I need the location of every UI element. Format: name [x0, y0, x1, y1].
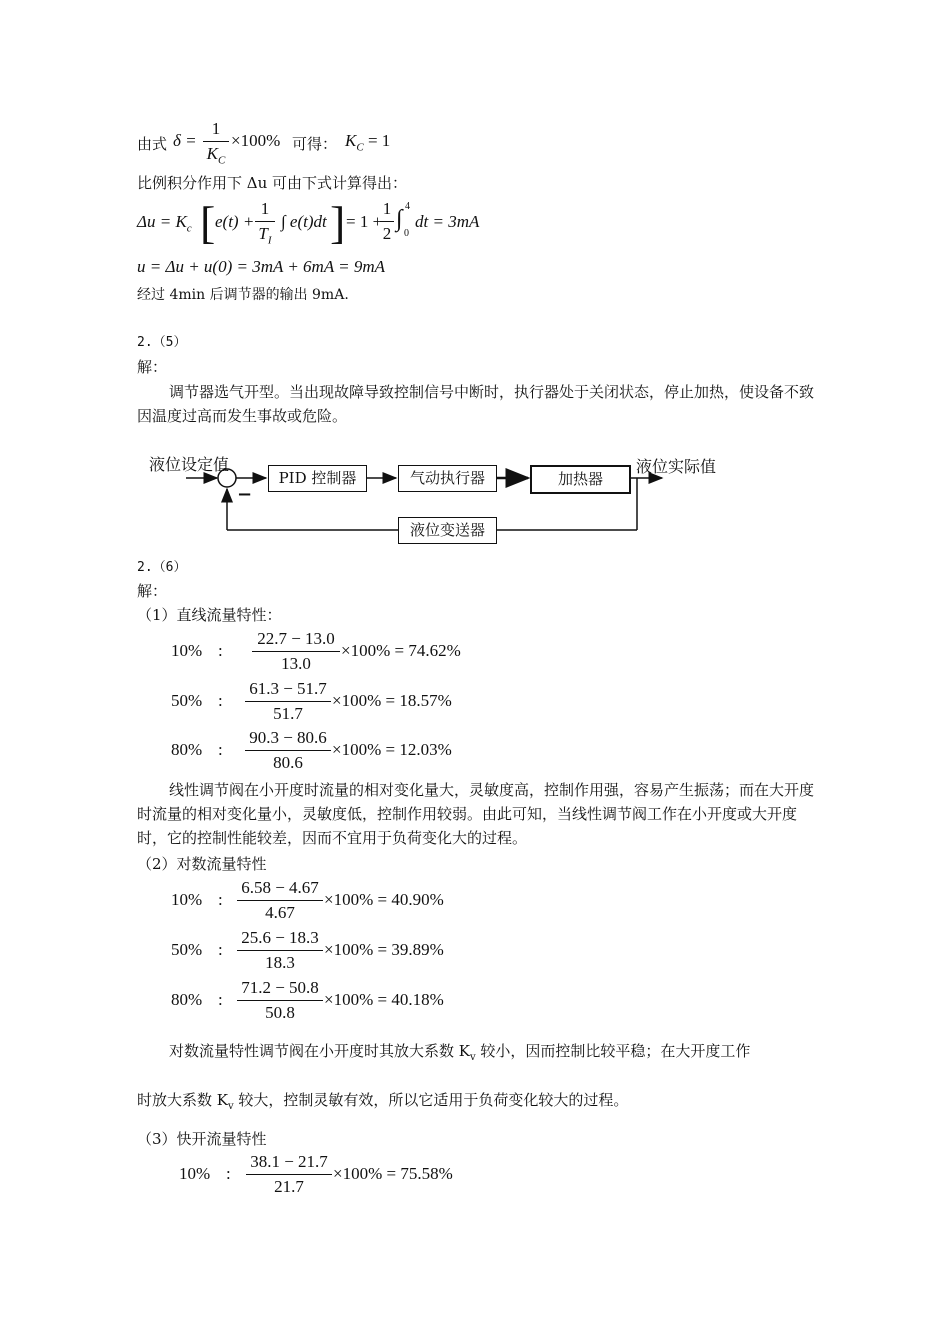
pct-label: 10%: [179, 1164, 211, 1183]
half-den: 2: [382, 224, 392, 243]
result: ×100% = 12.03%: [332, 740, 452, 759]
frac-num: 22.7 − 13.0: [257, 629, 335, 648]
bracket-left: [: [200, 197, 216, 248]
text-tail: 较小，因而控制比较平稳；在大开度工作: [475, 1042, 751, 1060]
text-prefix: 由式: [137, 135, 168, 153]
colon: :: [218, 990, 223, 1009]
kc-sub: C: [356, 141, 364, 154]
int-upper: 4: [405, 201, 410, 212]
du-rhs2: dt = 3mA: [415, 212, 480, 231]
frac-num: 61.3 − 51.7: [249, 679, 327, 698]
frac-den: K: [206, 144, 218, 163]
du-intro-text: 比例积分作用下 Δu 可由下式计算得出：: [137, 174, 408, 192]
result: ×100% = 18.57%: [332, 691, 452, 710]
colon: :: [218, 890, 223, 909]
linear-fraction: [252, 628, 340, 675]
log-fraction: [237, 977, 323, 1024]
pct-label: 50%: [171, 940, 203, 959]
frac-num: 90.3 − 80.6: [249, 728, 327, 747]
ti-den: T: [258, 224, 268, 243]
ti-sub: I: [267, 234, 272, 247]
frac-num: 6.58 − 4.67: [241, 878, 319, 897]
sub-heading-quick: （3）快开流量特性: [137, 1130, 267, 1148]
pct-label: 50%: [171, 691, 203, 710]
result: ×100% = 40.90%: [324, 890, 444, 909]
input-label: 液位设定值: [149, 455, 230, 474]
kc-symbol: K: [345, 131, 357, 150]
output-label: 液位实际值: [636, 457, 717, 476]
u-formula: u = Δu + u(0) = 3mA + 6mA = 9mA: [137, 257, 386, 276]
colon: :: [218, 940, 223, 959]
pct-label: 80%: [171, 740, 203, 759]
bracket-right: ]: [330, 197, 346, 248]
paragraph-log-line1: [169, 1040, 750, 1063]
transmitter-block: 液位变送器: [398, 517, 497, 544]
minus-sign: −: [237, 484, 253, 505]
result: ×100% = 75.58%: [333, 1164, 453, 1183]
frac-den-sub: C: [218, 154, 226, 167]
frac-den: 4.67: [265, 903, 295, 922]
pct-label: 10%: [171, 890, 203, 909]
ti-num: 1: [260, 199, 270, 218]
sub-heading-linear: （1）直线流量特性：: [137, 606, 282, 624]
text: 对数流量特性调节阀在小开度时其放大系数 K: [169, 1042, 470, 1060]
jie-label-2: 解：: [137, 582, 168, 600]
heading-2-5: 2.（5）: [137, 335, 187, 350]
pct-label: 10%: [171, 641, 203, 660]
paragraph-fail-safe: 调节器选气开型。当出现故障导致控制信号中断时，执行器处于关闭状态，停止加热，使设备不致因温度过高而发生事故或危险。: [137, 383, 815, 425]
block-diagram: [0, 0, 950, 560]
du-rhs: = 1 +: [346, 212, 383, 231]
du-e1: e(t) +: [215, 212, 255, 231]
conclusion-text: 经过 4min 后调节器的输出 9mA.: [137, 287, 349, 303]
times-100: ×100%: [231, 131, 281, 150]
actuator-block: 气动执行器: [398, 465, 497, 492]
text: 时放大系数 K: [137, 1091, 228, 1109]
log-fraction: [237, 927, 323, 974]
frac-num: 71.2 − 50.8: [241, 978, 319, 997]
frac-den: 21.7: [274, 1177, 304, 1196]
half-num: 1: [382, 199, 392, 218]
result: ×100% = 74.62%: [341, 641, 461, 660]
int-lower: 0: [404, 228, 409, 239]
linear-fraction: [245, 678, 331, 725]
frac-den: 50.8: [265, 1003, 295, 1022]
text-tail: 较大，控制灵敏有效，所以它适用于负荷变化较大的过程。: [233, 1091, 629, 1109]
frac-den: 18.3: [265, 953, 295, 972]
heading-2-6: 2.（6）: [137, 560, 187, 575]
integral-sign: ∫: [396, 206, 403, 232]
frac-den: 13.0: [281, 654, 311, 673]
kv-sub: v: [227, 1101, 234, 1112]
heater-block: 加热器: [530, 465, 631, 494]
paragraph-log-line2: [137, 1089, 628, 1112]
frac-num: 1: [211, 119, 221, 138]
frac-den: 51.7: [273, 704, 303, 723]
delta-symbol: δ =: [173, 131, 197, 150]
log-fraction: [237, 877, 323, 924]
colon: :: [218, 691, 223, 710]
quick-fraction: [246, 1151, 332, 1198]
paragraph-linear: 线性调节阀在小开度时流量的相对变化量大，灵敏度高，控制作用强，容易产生振荡；而在大开度时流量的相对变化量小，灵敏度低，控制作用较弱。由此可知，当线性调节阀工作在小开度或大开度时，它的控制性能较差，因而不宜用于负荷变化大的过程。: [137, 781, 815, 847]
kc-value: = 1: [363, 131, 391, 150]
jie-label: 解：: [137, 358, 168, 376]
du-lhs: Δu = K: [137, 212, 187, 231]
colon: :: [218, 740, 223, 759]
frac-den: 80.6: [273, 753, 303, 772]
colon: :: [226, 1164, 231, 1183]
du-integral: ∫ e(t)dt: [281, 212, 327, 231]
kedao-text: 可得：: [292, 135, 338, 153]
result: ×100% = 40.18%: [324, 990, 444, 1009]
result: ×100% = 39.89%: [324, 940, 444, 959]
kv-sub: v: [469, 1052, 476, 1063]
frac-num: 38.1 − 21.7: [250, 1152, 328, 1171]
colon: :: [218, 641, 223, 660]
sub-heading-log: （2）对数流量特性: [137, 855, 267, 873]
pid-controller-block: PID 控制器: [268, 465, 367, 492]
frac-num: 25.6 − 18.3: [241, 928, 319, 947]
pct-label: 80%: [171, 990, 203, 1009]
linear-fraction: [245, 727, 331, 774]
du-lhs-sub: c: [186, 222, 192, 235]
